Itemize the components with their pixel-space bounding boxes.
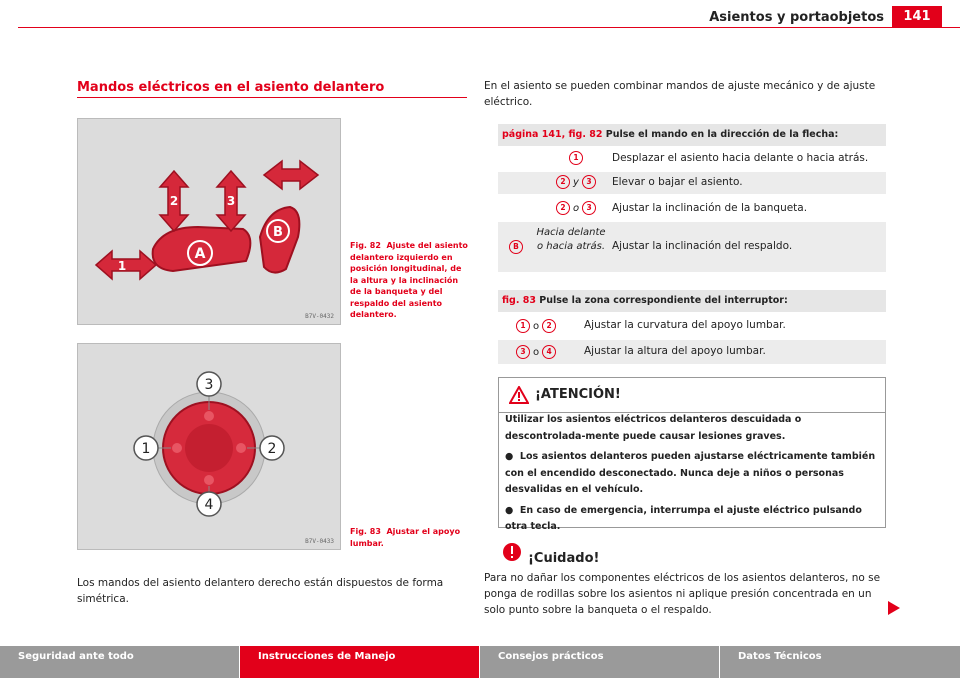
page-header-title: Asientos y portaobjetos <box>709 10 884 25</box>
table-1-heading-text: Pulse el mando en la dirección de la flecha: <box>605 129 839 140</box>
row-symbol-text: Hacia delante o hacia atrás. <box>536 227 606 252</box>
label-2: 2 <box>267 441 277 457</box>
table-row <box>498 222 886 272</box>
label-3: 3 <box>204 377 214 393</box>
row-symbol <box>548 175 604 189</box>
lumbar-switch-illustration <box>78 344 340 549</box>
symbol-separator: o <box>572 203 580 214</box>
footer-tab-instrucciones[interactable]: Instrucciones de Manejo <box>240 646 480 678</box>
row-description: Ajustar la altura del apoyo lumbar. <box>584 345 766 357</box>
circle-4: 4 <box>542 345 556 359</box>
circle-2: 2 <box>542 319 556 333</box>
figure-83-caption <box>350 526 470 549</box>
circle-2: 2 <box>556 201 570 215</box>
caution-text: Para no dañar los componentes eléctricos de los asientos delanteros, no se ponga de rodillas sobre los asientos ni aplique presión concentrada en un solo punto sobre la banqueta o el respaldo. <box>484 572 881 616</box>
row-symbol <box>508 345 564 359</box>
footer-tab-datos[interactable]: Datos Técnicos <box>720 646 960 678</box>
page-number: 141 <box>892 6 942 28</box>
table-row <box>498 148 886 170</box>
footer-tab-consejos[interactable]: Consejos prácticos <box>480 646 720 678</box>
next-page-arrow-icon[interactable] <box>888 601 900 615</box>
caution-icon <box>502 542 522 562</box>
circle-2: 2 <box>556 175 570 189</box>
seat-controls-illustration <box>78 119 340 324</box>
label-1: 1 <box>117 259 127 273</box>
group-b-marker <box>508 240 524 254</box>
figure-82-caption-label: Fig. 82 <box>350 241 381 250</box>
table-row <box>498 197 886 219</box>
table-2-heading <box>498 290 886 312</box>
warning-body <box>505 412 883 540</box>
section-title: Mandos eléctricos en el asiento delantero <box>77 80 385 95</box>
table-1-heading <box>498 124 886 146</box>
bullet-icon: ● <box>505 504 520 516</box>
row-description: Desplazar el asiento hacia delante o hacia atrás. <box>612 152 869 164</box>
label-3: 3 <box>226 194 236 208</box>
header-rule <box>18 27 960 28</box>
figure-82-caption-text: Ajuste del asiento delantero izquierdo en posición longitudinal, de la altura y la inclinación de la banqueta y del respaldo del asiento delantero. <box>350 241 468 319</box>
warning-box <box>498 377 886 532</box>
figure-82-caption <box>350 240 470 321</box>
symbol-separator: y <box>573 177 579 188</box>
row-description: Ajustar la inclinación del respaldo. <box>612 240 793 252</box>
group-b-circle: B <box>509 240 523 254</box>
footer-nav <box>0 646 960 678</box>
caution-title: ¡Cuidado! <box>528 551 600 566</box>
warning-header <box>499 378 885 413</box>
table-2-ref: fig. 83 <box>502 295 536 306</box>
warning-title: ¡ATENCIÓN! <box>535 387 621 402</box>
figure-83-caption-text: Ajustar el apoyo lumbar. <box>350 527 461 548</box>
symbol-separator: o <box>532 321 540 332</box>
circle-3: 3 <box>582 175 596 189</box>
figure-82-code: B7V-0432 <box>305 313 334 320</box>
figure-82-image <box>77 118 341 325</box>
row-symbol <box>548 151 604 165</box>
row-symbol <box>548 201 604 215</box>
row-description: Ajustar la inclinación de la banqueta. <box>612 202 808 214</box>
figure-83-image <box>77 343 341 550</box>
footer-tab-seguridad[interactable]: Seguridad ante todo <box>0 646 240 678</box>
table-row <box>498 340 886 364</box>
table-1-ref: página 141, fig. 82 <box>502 129 603 140</box>
label-2: 2 <box>169 194 179 208</box>
intro-paragraph: Los mandos del asiento delantero derecho están dispuestos de forma simétrica. <box>77 577 444 605</box>
figure-83-caption-label: Fig. 83 <box>350 527 381 536</box>
row-description: Elevar o bajar el asiento. <box>612 176 743 188</box>
circle-1: 1 <box>569 151 583 165</box>
table-row <box>498 172 886 194</box>
section-rule <box>77 97 467 98</box>
warning-bullet-1-text: Los asientos delanteros pueden ajustarse eléctricamente también con el encendido desconectado. Nunca deje a niños o personas desvalidas en el vehículo. <box>505 451 876 495</box>
warning-paragraph: Utilizar los asientos eléctricos delanteros descuidada o descontrolada-mente puede causar lesiones graves. <box>505 414 802 442</box>
warning-bullet-1 <box>505 449 883 499</box>
table-row <box>498 314 886 338</box>
label-4: 4 <box>204 497 214 513</box>
warning-triangle-icon <box>509 386 529 404</box>
label-a: A <box>194 246 206 262</box>
warning-bullet-2 <box>505 503 883 536</box>
label-1: 1 <box>141 441 151 457</box>
row-symbol <box>508 319 564 333</box>
circle-1: 1 <box>516 319 530 333</box>
warning-bullet-2-text: En caso de emergencia, interrumpa el ajuste eléctrico pulsando otra tecla. <box>505 504 862 532</box>
symbol-separator: o <box>532 347 540 358</box>
table-2-heading-text: Pulse la zona correspondiente del interruptor: <box>539 295 788 306</box>
figure-83-code: B7V-0433 <box>305 538 334 545</box>
circle-3: 3 <box>582 201 596 215</box>
right-intro-paragraph: En el asiento se pueden combinar mandos de ajuste mecánico y de ajuste eléctrico. <box>484 80 876 108</box>
circle-3: 3 <box>516 345 530 359</box>
bullet-icon: ● <box>505 451 520 462</box>
label-b: B <box>273 225 283 240</box>
row-description: Ajustar la curvatura del apoyo lumbar. <box>584 319 786 331</box>
